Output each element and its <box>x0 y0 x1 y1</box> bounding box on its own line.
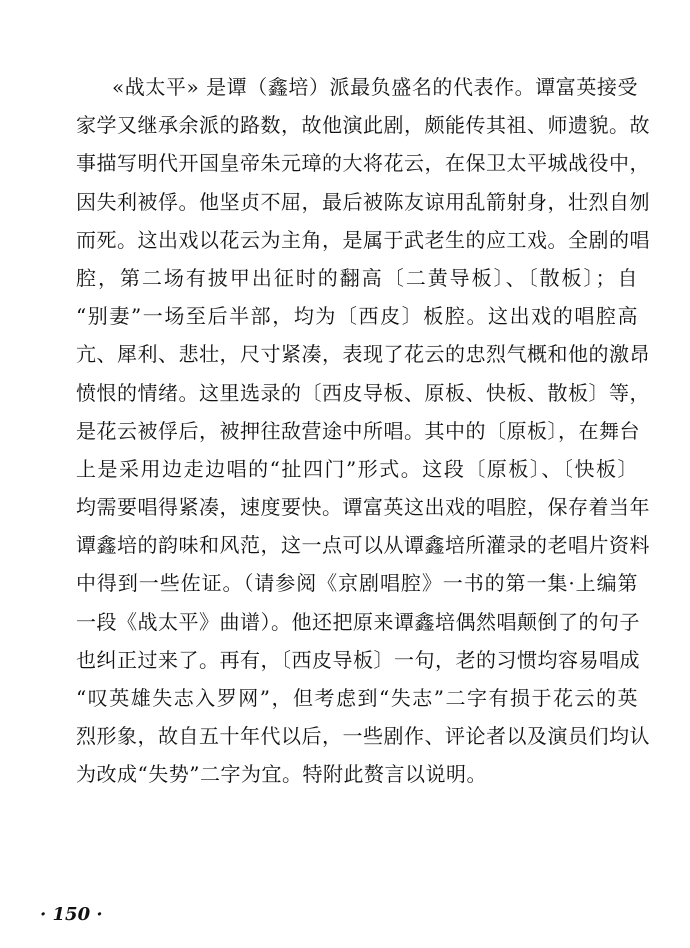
text-line-13: 谭鑫培的韵味和风范，这一点可以从谭鑫培所灌录的老唱片资料 <box>76 533 650 558</box>
text-line-4: 因失利被俘。他坚贞不屈，最后被陈友谅用乱箭射身，壮烈自刎 <box>76 189 650 214</box>
text-line-3: 事描写明代开国皇帝朱元璋的大将花云，在保卫太平城战役中， <box>76 151 650 176</box>
text-line-17: “叹英雄失志入罗网”，但考虑到“失志”二字有损于花云的英 <box>76 686 638 710</box>
text-line-16: 也纠正过来了。再有，〔西皮导板〕一句，老的习惯均容易唱成 <box>76 647 640 672</box>
text-line-12: 均需要唱得紧凑，速度要快。谭富英这出戏的唱腔，保存着当年 <box>76 495 650 520</box>
page-number: · 150 · <box>40 904 103 925</box>
text-line-2: 家学又继承余派的路数，故他演此剧，颇能传其祖、师遗貌。故 <box>76 113 650 138</box>
text-line-5: 而死。这出戏以花云为主角，是属于武老生的应工戏。全剧的唱 <box>76 227 650 252</box>
text-line-7: “别妻”一场至后半部，均为〔西皮〕板腔。这出戏的唱腔高 <box>76 304 638 329</box>
body-text <box>76 74 650 800</box>
text-line-14: 中得到一些佐证。（请参阅《京剧唱腔》一书的第一集·上编第 <box>76 571 638 596</box>
text-line-8: 亢、犀利、悲壮，尺寸紧凑，表现了花云的忠烈气概和他的激昂 <box>76 342 650 367</box>
text-line-1: «战太平» 是谭（鑫培）派最负盛名的代表作。谭富英接受 <box>112 75 638 99</box>
text-line-11: 上是采用边走边唱的“扯四门”形式。这段〔原板〕、〔快板〕 <box>76 456 638 481</box>
text-line-10: 是花云被俘后，被押往敌营途中所唱。其中的〔原板〕，在舞台 <box>76 418 640 443</box>
text-line-9: 愤恨的情绪。这里选录的〔西皮导板、原板、快板、散板〕等， <box>76 380 650 405</box>
text-line-15: 一段《战太平》曲谱）。他还把原来谭鑫培偶然唱颠倒了的句子 <box>76 609 640 634</box>
text-line-18: 烈形象，故自五十年代以后，一些剧作、评论者以及演员们均认 <box>76 724 650 749</box>
text-line-19: 为改成“失势”二字为宜。特附此赘言以说明。 <box>76 762 487 787</box>
text-line-6: 腔，第二场有披甲出征时的翻高〔二黄导板〕、〔散板〕；自 <box>76 265 638 290</box>
